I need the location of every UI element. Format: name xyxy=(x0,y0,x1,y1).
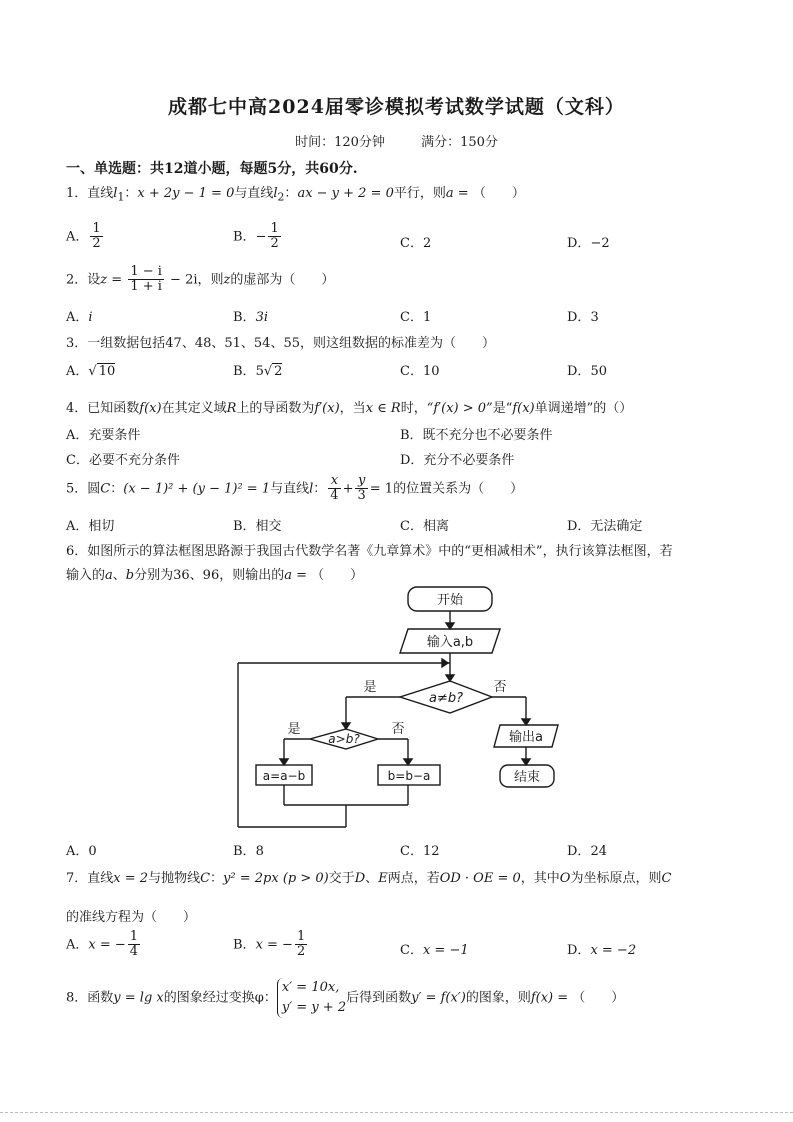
option-b[interactable]: B．8 xyxy=(233,844,264,859)
flowchart-input-label: 输入a,b xyxy=(426,635,474,650)
question-7-line-2: 的准线方程为（ ） xyxy=(66,910,197,925)
option-d[interactable]: D．3 xyxy=(567,310,599,325)
flowchart-box-a-label: a=a−b xyxy=(262,769,306,783)
flowchart-no1-label: 否 xyxy=(493,680,507,695)
option-c[interactable]: C．2 xyxy=(400,236,432,251)
question-7: 7．直线x = 2与抛物线C：y² = 2px (p > 0)交于D、E两点，若OD · OE = 0，其中O为坐标原点，则C xyxy=(66,871,672,886)
option-c[interactable]: C．12 xyxy=(400,844,440,859)
exam-score: 满分：150分 xyxy=(421,135,498,150)
question-3: 3．一组数据包括47、48、51、54、55，则这组数据的标准差为（ ） xyxy=(66,336,495,351)
flowchart xyxy=(230,585,570,830)
option-b[interactable]: B．相交 xyxy=(233,519,282,534)
flowchart-output-label: 输出a xyxy=(509,730,543,745)
option-c[interactable]: C．相离 xyxy=(400,519,449,534)
option-b[interactable]: B．− $\frac{1}{2}$ xyxy=(233,221,279,252)
option-d[interactable]: D．50 xyxy=(567,364,607,379)
option-c[interactable]: C．x = −1 xyxy=(400,943,469,958)
question-4: 4．已知函数f(x)在其定义域R上的导函数为f′(x)，当x ∈ R时，“f′(x) > 0”是“f(x)单调递增”的（） xyxy=(66,401,633,416)
option-d[interactable]: D．充分不必要条件 xyxy=(400,453,515,468)
question-8: 8．函数y = lg x的图象经过变换φ： x′ = 10x, y′ = y + 2 后得到函数y′ = f(x′)的图象，则f(x) = （ ） xyxy=(66,978,624,1018)
option-a[interactable]: A． $\frac{1}{2}$ xyxy=(66,221,101,252)
flowchart-box-b-label: b=b−a xyxy=(387,769,431,783)
flowchart-cond1-label: a≠b? xyxy=(428,691,464,706)
option-a[interactable]: A．0 xyxy=(66,844,97,859)
option-b[interactable]: B．x = − $\frac{1}{2}$ xyxy=(233,929,306,960)
page-bottom-divider xyxy=(0,1112,793,1113)
transform-system: x′ = 10x, y′ = y + 2 xyxy=(277,978,346,1018)
flowchart-start-label: 开始 xyxy=(436,593,464,608)
option-b[interactable]: B．3i xyxy=(233,310,268,325)
option-b[interactable]: B．5√ 2 xyxy=(233,364,283,379)
section-heading: 一、单选题：共12道小题，每题5分，共60分. xyxy=(66,161,358,177)
question-6-line-2: 输入的a、b分别为36、96，则输出的a = （ ） xyxy=(66,568,364,583)
option-b[interactable]: B．既不充分也不必要条件 xyxy=(400,428,553,443)
option-a[interactable]: A．相切 xyxy=(66,519,115,534)
flowchart-cond2-label: a>b? xyxy=(328,732,360,746)
exam-time: 时间：120分钟 xyxy=(295,135,385,150)
exam-title: 成都七中高2024届零诊模拟考试数学试题（文科） xyxy=(168,96,625,118)
question-6-line-1: 6．如图所示的算法框图思路源于我国古代数学名著《九章算术》中的“更相减相术”，执行该算法框图，若 xyxy=(66,544,673,559)
question-5: 5．圆C：(x − 1)² + (y − 1)² = 1与直线l： $\frac{x}{4}$ + $\frac{y}{3}$ = 1的位置关系为（ ） xyxy=(66,473,524,504)
flowchart-yes1-label: 是 xyxy=(363,680,377,695)
option-a[interactable]: A．√ 10 xyxy=(66,364,116,379)
question-1: 1．直线$l_1$：x + 2y − 1 = 0与直线$l_2$：ax − y + 2 = 0平行，则a = （ ） xyxy=(66,186,525,204)
exam-info xyxy=(0,131,793,150)
option-d[interactable]: D．24 xyxy=(567,844,607,859)
flowchart-yes2-label: 是 xyxy=(287,722,301,737)
option-a[interactable]: A．i xyxy=(66,310,93,325)
option-d[interactable]: D．x = −2 xyxy=(567,943,637,958)
option-d[interactable]: D．无法确定 xyxy=(567,519,643,534)
option-a[interactable]: A．充要条件 xyxy=(66,428,141,443)
option-c[interactable]: C．1 xyxy=(400,310,432,325)
flowchart-end-label: 结束 xyxy=(513,770,541,785)
flowchart-no2-label: 否 xyxy=(391,722,405,737)
option-a[interactable]: A．x = − $\frac{1}{4}$ xyxy=(66,929,139,960)
question-2: 2．设z = $\frac{1 - i}{1 + i}$ − 2i，则z的虚部为（ ） xyxy=(66,264,335,295)
option-d[interactable]: D．−2 xyxy=(567,236,610,251)
option-c[interactable]: C．必要不充分条件 xyxy=(66,453,180,468)
option-c[interactable]: C．10 xyxy=(400,364,440,379)
